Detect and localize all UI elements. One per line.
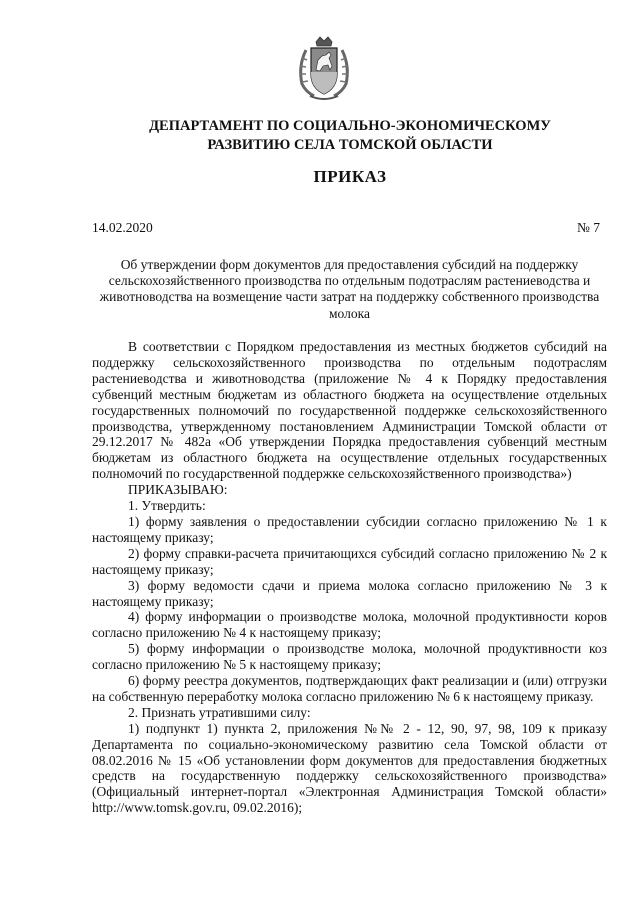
item-1-1: 1) форму заявления о предоставлении субсидии согласно приложению № 1 к настоящему приказу; [92, 513, 607, 545]
item-2: 2. Признать утратившими силу: [128, 704, 311, 720]
item-1-6: 6) форму реестра документов, подтверждающих факт реализации и (или) отгрузки на собственную переработку молока согласно приложению № 6 к настоящему приказу. [92, 673, 607, 704]
item-1-3: 3) форму ведомости сдачи и приема молока согласно приложению № 3 к настоящему приказу; [92, 577, 607, 609]
item-1: 1. Утвердить: [128, 498, 206, 514]
order-word: ПРИКАЗЫВАЮ: [128, 482, 228, 498]
item-1-5: 5) форму информации о производстве молока, молочной продуктивности коз согласно приложению № 5 к настоящему приказу; [92, 641, 607, 673]
document-subject: Об утверждении форм документов для предоставления субсидий на поддержку сельскохозяйственного производства по отдельным подотраслям растениеводства и животноводства на возмещение части затрат на поддержку собственного производства молока [99, 257, 600, 321]
document-date: 14.02.2020 [92, 220, 153, 235]
document-number: № 7 [576, 220, 600, 235]
department-name [60, 117, 640, 155]
coat-of-arms-icon [296, 36, 352, 102]
department-line-1: ДЕПАРТАМЕНТ ПО СОЦИАЛЬНО-ЭКОНОМИЧЕСКОМУ [149, 118, 551, 134]
item-2-1: 1) подпункт 1) пункта 2, приложения №№ 2 - 12, 90, 97, 98, 109 к приказу Департамента по социально-экономическому развитию села Томской области от 08.02.2016 № 15 «Об установлении форм документов для предоставления бюджетных средств на государственную поддержку сельскохозяйственного производства» (Официальный интернет-портал «Электронная Администрация Томской области» http://www.tomsk.gov.ru, 09.02.2016); [92, 720, 607, 816]
item-1-2: 2) форму справки-расчета причитающихся субсидий согласно приложению № 2 к настоящему приказу; [92, 545, 607, 577]
department-line-2: РАЗВИТИЮ СЕЛА ТОМСКОЙ ОБЛАСТИ [207, 137, 493, 153]
document-body [92, 339, 607, 816]
document-type: ПРИКАЗ [313, 167, 387, 186]
preamble: В соответствии с Порядком предоставления из местных бюджетов субсидий на поддержку сельскохозяйственного производства по отдельным подотраслям растениеводства и животноводства (приложение № 4 к Порядку предоставления субвенций местным бюджетам из областного бюджета на осуществление отдельных государственных полномочий по государственной поддержке сельскохозяйственного производства, утвержденному постановлением Администрации Томской области от 29.12.2017 № 482а «Об утверждении Порядка предоставления субвенций местным бюджетам из областного бюджета на осуществление отдельных государственных полномочий по государственной поддержке сельскохозяйственного производства») [92, 339, 607, 482]
item-1-4: 4) форму информации о производстве молока, молочной продуктивности коров согласно приложению № 4 к настоящему приказу; [92, 609, 607, 641]
